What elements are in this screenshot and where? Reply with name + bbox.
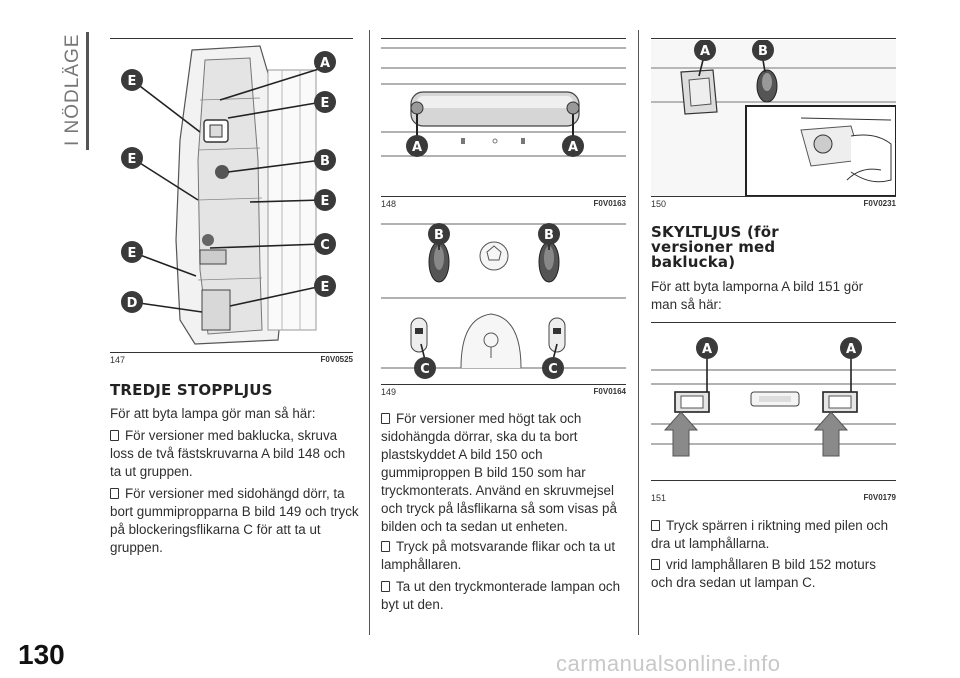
figure-number: 148 <box>381 199 397 209</box>
bullet-icon <box>381 541 390 552</box>
figure-151 <box>651 324 896 480</box>
col3-intro: För att byta lamporna A bild 151 gör man så här: <box>651 279 864 312</box>
col2-bullet-2: Tryck på motsvarande flikar och ta ut lamphållaren. <box>381 539 616 572</box>
figure-151-caption <box>651 493 896 503</box>
figure-151-bottom-rule <box>651 480 896 481</box>
figure-150 <box>651 40 896 196</box>
figure-147-bottom-rule <box>110 352 353 353</box>
col2-bullet-3: Ta ut den tryckmonterade lampan och byt ut den. <box>381 579 621 612</box>
bullet-icon <box>381 413 390 424</box>
figure-148 <box>381 40 626 196</box>
column-divider-1 <box>369 30 370 635</box>
callout-c: C <box>548 362 558 377</box>
figure-151-top-rule <box>651 322 896 323</box>
figure-150-caption <box>651 199 896 209</box>
callout-a: A <box>701 342 713 357</box>
col1-bullet-2: För versioner med sidohängd dörr, ta bort gummipropparna B bild 149 och tryck på blockeringsflikarna C för att ta ut gruppen. <box>110 486 359 555</box>
figure-code: F0V0163 <box>593 199 626 208</box>
callout-a: A <box>699 44 711 59</box>
figure-code: F0V0231 <box>863 199 896 208</box>
callout-e: E <box>127 246 137 261</box>
heading-skyltljus: SKYLTLJUS (för versioner med baklucka) <box>651 223 779 271</box>
bullet-icon <box>651 520 660 531</box>
figure-code: F0V0525 <box>320 355 353 364</box>
callout-e: E <box>320 280 330 295</box>
figure-149 <box>381 218 626 384</box>
callout-e: E <box>127 152 137 167</box>
figure-code: F0V0179 <box>863 493 896 502</box>
figure-149-bottom-rule <box>381 384 626 385</box>
figure-147 <box>110 40 353 352</box>
figure-number: 149 <box>381 387 397 397</box>
col1-bullet-1: För versioner med baklucka, skruva loss de två fästskruvarna A bild 148 och ta ut gruppen. <box>110 428 346 479</box>
callout-e: E <box>127 74 137 89</box>
bullet-icon <box>110 488 119 499</box>
figure-number: 150 <box>651 199 667 209</box>
section-title: I NÖDLÄGE <box>62 33 83 147</box>
callout-e: E <box>320 194 330 209</box>
figure-150-top-rule <box>651 38 896 39</box>
callout-a: A <box>411 140 423 155</box>
col2-bullet-1: För versioner med högt tak och sidohängda dörrar, ska du ta bort plastskyddet A bild 150 och gummiproppen B bild 150 som har tryckmonterats. Använd en skruvmejsel och tryck på låsflikarna så som visas på bilden och ta sedan ut enheten. <box>381 411 617 534</box>
column-divider-2 <box>638 30 639 635</box>
figure-149-caption <box>381 387 626 397</box>
figure-number: 151 <box>651 493 667 503</box>
callout-c: C <box>420 362 430 377</box>
figure-150-bottom-rule <box>651 196 896 197</box>
figure-147-caption <box>110 355 353 365</box>
callout-b: B <box>544 228 554 243</box>
section-bar <box>86 32 89 150</box>
figure-147-top-rule <box>110 38 353 39</box>
col3-bullet-1: Tryck spärren i riktning med pilen och dra ut lamphållarna. <box>651 518 889 551</box>
bullet-icon <box>381 581 390 592</box>
bullet-icon <box>651 559 660 570</box>
callout-a: A <box>319 56 331 71</box>
figure-148-caption <box>381 199 626 209</box>
heading-tredje-stoppljus: TREDJE STOPPLJUS <box>110 381 273 399</box>
callout-c: C <box>320 238 330 253</box>
figure-number: 147 <box>110 355 126 365</box>
callout-a: A <box>567 140 579 155</box>
col1-intro: För att byta lampa gör man så här: <box>110 406 316 421</box>
col3-bullet-2: vrid lamphållaren B bild 152 moturs och dra sedan ut lampan C. <box>651 557 876 590</box>
figure-148-bottom-rule <box>381 196 626 197</box>
callout-b: B <box>758 44 768 59</box>
figure-code: F0V0164 <box>593 387 626 396</box>
bullet-icon <box>110 430 119 441</box>
watermark: carmanualsonline.info <box>556 651 781 676</box>
callout-b: B <box>320 154 330 169</box>
figure-148-top-rule <box>381 38 626 39</box>
callout-a: A <box>845 342 857 357</box>
callout-d: D <box>126 296 138 311</box>
callout-e: E <box>320 96 330 111</box>
callout-b: B <box>434 228 444 243</box>
page-number: 130 <box>18 639 65 670</box>
